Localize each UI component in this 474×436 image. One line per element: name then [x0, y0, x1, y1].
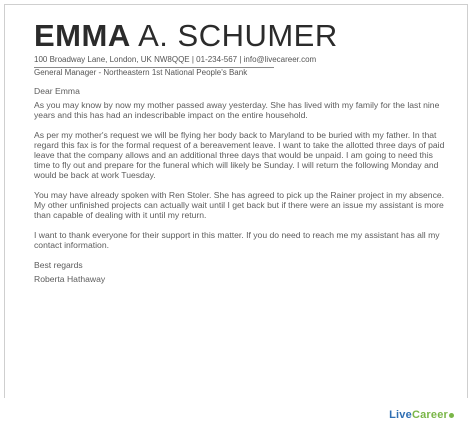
salutation: Dear Emma — [34, 86, 80, 96]
logo-word-career: Career — [411, 409, 448, 421]
paragraph-4: I want to thank everyone for their support in this matter. If you do need to reach me my assistant has all my contact information. — [34, 230, 440, 250]
signature: Roberta Hathaway — [34, 274, 106, 284]
closing: Best regards — [34, 260, 83, 270]
paragraph-2: As per my mother's request we will be flying her body back to Maryland to be buried with my father. In that regard this fax is for the formal request of a bereavement leave. I want to take the allotted three days of paid leave that the company allows and an additional three days that would be unpaid. I am going to need this time to fly out and prepare for the funeral which will likely be Sunday. I will return the following Monday and would be back at work Tuesday. — [34, 130, 445, 180]
footer — [4, 398, 468, 430]
sender-last-name: A. SCHUMER — [130, 18, 338, 53]
letter-body — [34, 86, 446, 294]
paragraph-1: As you may know by now my mother passed away yesterday. She has lived with my family for the last nine years and this has had an indescribable impact on the entire household. — [34, 100, 440, 120]
sender-address: 100 Broadway Lane, London, UK NW8QQE | 01-234-567 | info@livecareer.com — [34, 55, 317, 64]
paragraph-3: You may have already spoken with Ren Stoler. She has agreed to pick up the Rainer project in my absence. My other unfinished projects can actually wait until I get back but if there were an issue my assistant is more than capable of dealing with it until my return. — [34, 190, 445, 220]
sender-first-name: EMMA — [34, 18, 131, 53]
sender-name — [34, 18, 338, 54]
brand-logo[interactable] — [389, 409, 454, 422]
logo-word-live: Live — [389, 409, 412, 421]
recipient-title: General Manager - Northeastern 1st National People's Bank — [34, 68, 248, 77]
logo-dot-icon — [449, 413, 454, 418]
